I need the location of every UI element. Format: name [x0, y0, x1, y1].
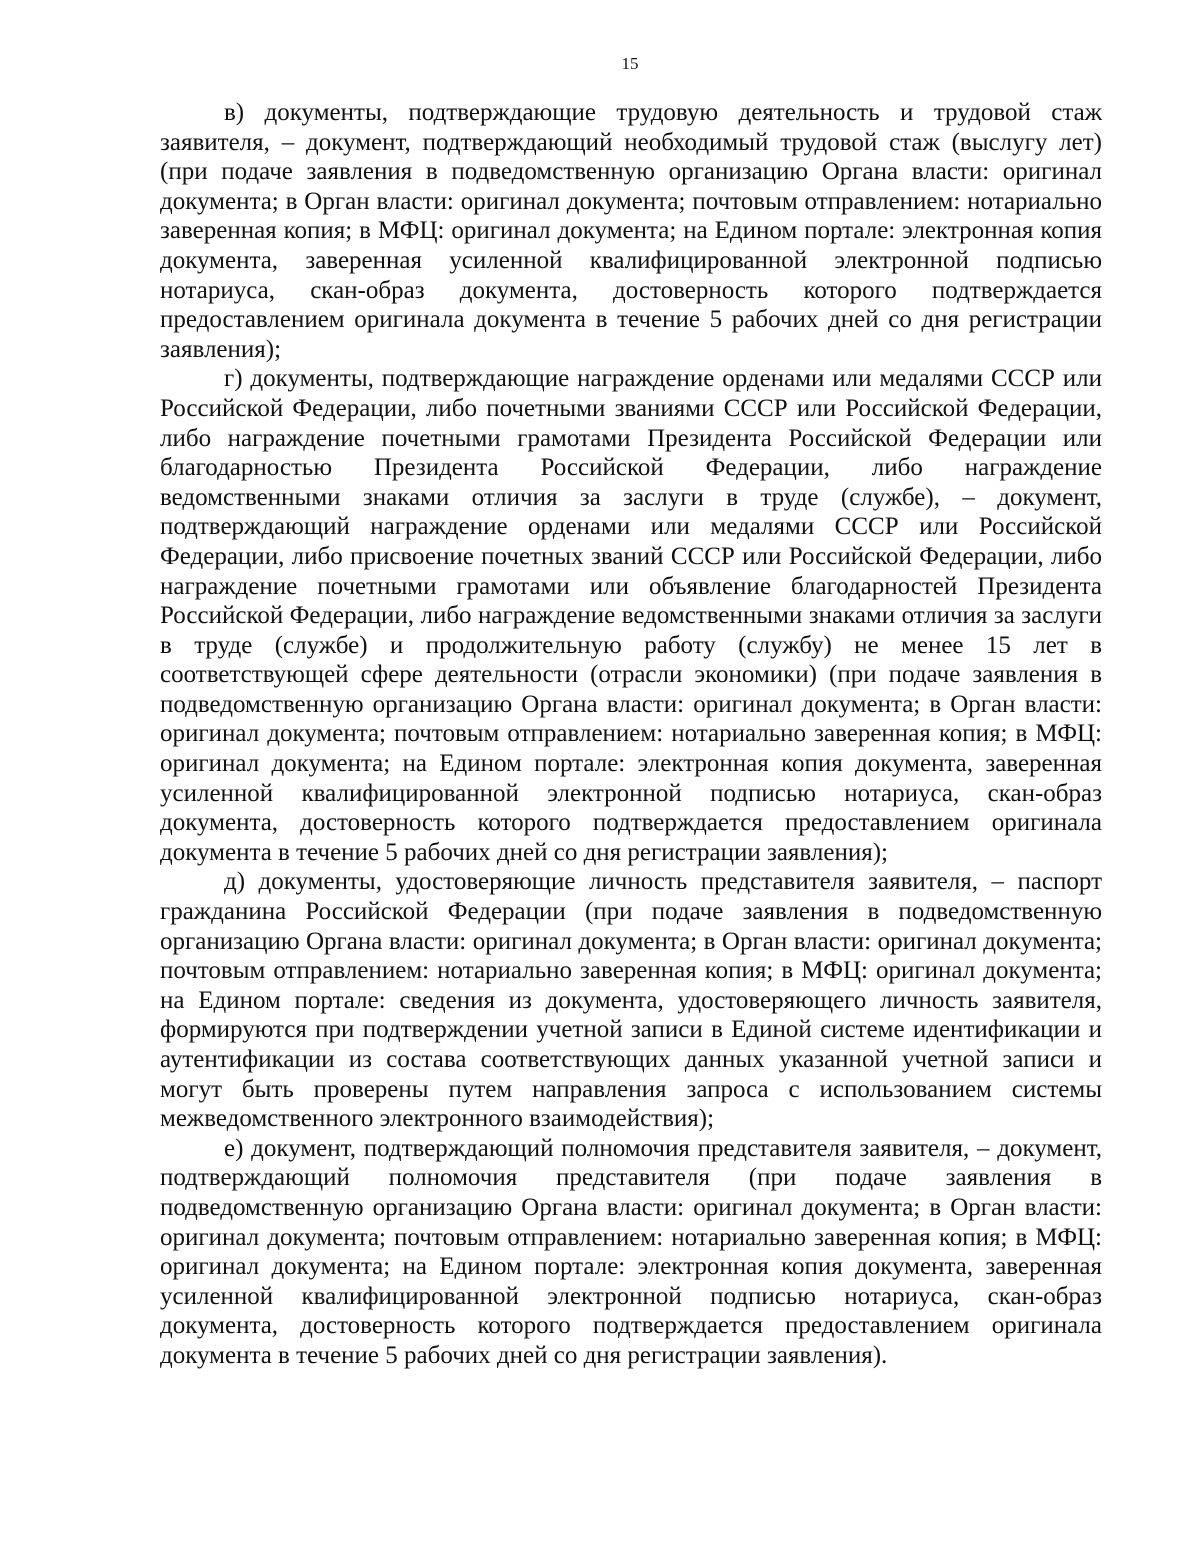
- paragraph-d: д) документы, удостоверяющие личность представителя заявителя, – паспорт гражданина Российской Федерации (при подаче заявления в подведомственную организацию Органа власти: оригинал документа; в Орган власти: оригинал документа; почтовым отправлением: нотариально заверенная копия; в МФЦ: оригинал документа; на Едином портале: сведения из документа, удостоверяющего личность заявителя, формируются при подтверждении учетной записи в Единой системе идентификации и аутентификации из состава соответствующих данных указанной учетной записи и могут быть проверены путем направления запроса с использованием системы межведомственного электронного взаимодействия);: [160, 868, 1102, 1133]
- page-number: 15: [621, 54, 639, 73]
- document-body: [160, 98, 1102, 1371]
- paragraph-e: е) документ, подтверждающий полномочия представителя заявителя, – документ, подтверждающий полномочия представителя (при подаче заявления в подведомственную организацию Органа власти: оригинал документа; в Орган власти: оригинал документа; почтовым отправлением: нотариально заверенная копия; в МФЦ: оригинал документа; на Едином портале: электронная копия документа, заверенная усиленной квалифицированной электронной подписью нотариуса, скан-образ документа, достоверность которого подтверждается предоставлением оригинала документа в течение 5 рабочих дней со дня регистрации заявления).: [160, 1134, 1102, 1369]
- paragraph-v: в) документы, подтверждающие трудовую деятельность и трудовой стаж заявителя, – документ, подтверждающий необходимый трудовой стаж (выслугу лет) (при подаче заявления в подведомственную организацию Органа власти: оригинал документа; в Орган власти: оригинал документа; почтовым отправлением: нотариально заверенная копия; в МФЦ: оригинал документа; на Едином портале: электронная копия документа, заверенная усиленной квалифицированной электронной подписью нотариуса, скан-образ документа, достоверность которого подтверждается предоставлением оригинала документа в течение 5 рабочих дней со дня регистрации заявления);: [160, 99, 1102, 363]
- paragraph-g: г) документы, подтверждающие награждение орденами или медалями СССР или Российской Федерации, либо почетными званиями СССР или Российской Федерации, либо награждение почетными грамотами Президента Российской Федерации или благодарностью Президента Российской Федерации, либо награждение ведомственными знаками отличия за заслуги в труде (службе), – документ, подтверждающий награждение орденами или медалями СССР или Российской Федерации, либо присвоение почетных званий СССР или Российской Федерации, либо награждение почетными грамотами или объявление благодарностей Президента Российской Федерации, либо награждение ведомственными знаками отличия за заслуги в труде (службе) и продолжительную работу (службу) не менее 15 лет в соответствующей сфере деятельности (отрасли экономики) (при подаче заявления в подведомственную организацию Органа власти: оригинал документа; в Орган власти: оригинал документа; почтовым отправлением: нотариально заверенная копия; в МФЦ: оригинал документа; на Едином портале: электронная копия документа, заверенная усиленной квалифицированной электронной подписью нотариуса, скан-образ документа, достоверность которого подтверждается предоставлением оригинала документа в течение 5 рабочих дней со дня регистрации заявления);: [160, 365, 1102, 866]
